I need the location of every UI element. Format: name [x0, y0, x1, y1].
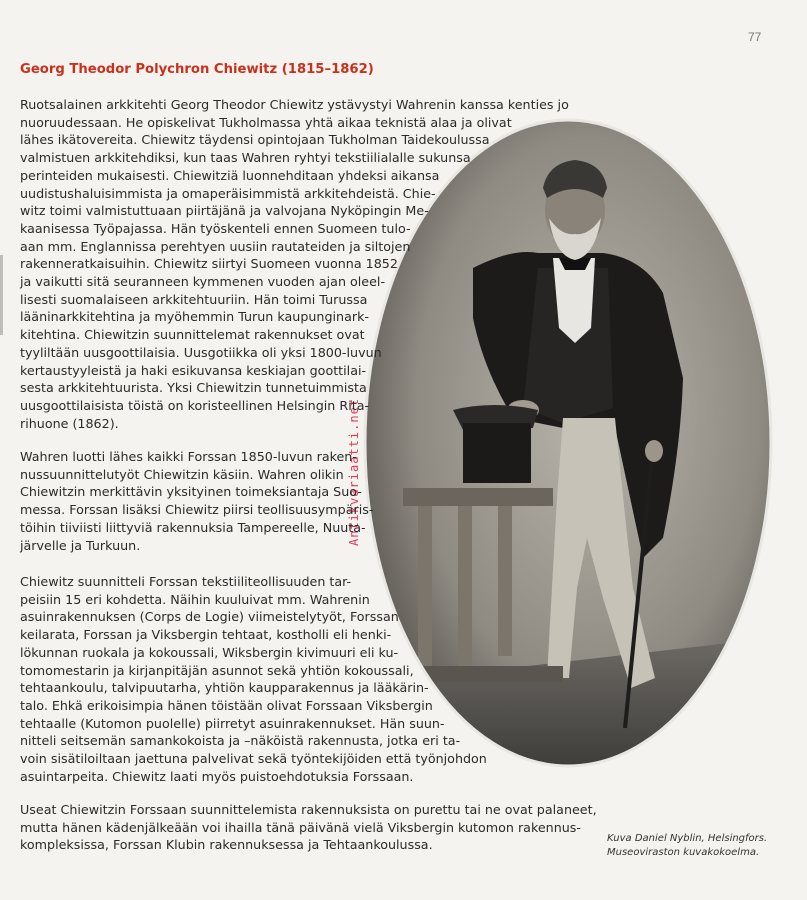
text-line: ja vaikutti sitä seuranneen kymmenen vuoden ajan oleel- [20, 274, 386, 290]
text-line: mutta hänen kädenjälkeään voi ihailla tänä päivänä vielä Viksbergin kutomon rakennus- [20, 819, 581, 835]
text-line: nussuunnittelutyöt Chiewitzin käsiin. Wahren olikin [20, 466, 344, 482]
text-line: Ruotsalainen arkkitehti Georg Theodor Chiewitz ystävystyi Wahrenin kanssa kenties jo [20, 97, 569, 112]
paragraph-4 [20, 801, 597, 854]
text-line: perinteiden mukaisesti. Chiewitziä luonnehditaan yhdeksi aikansa [20, 167, 440, 183]
text-line: kertaustyyleistä ja haki esikuvansa keskiajan goottilai- [20, 362, 367, 378]
text-line: aan mm. Englannissa perehtyen uusiin rautateiden ja siltojen [20, 238, 411, 254]
text-line: lisesti suomalaiseen arkkitehtuuriin. Hän toimi Turussa [20, 291, 368, 307]
text-line: Chiewitzin merkittävin yksityinen toimeksiantaja Suo- [20, 484, 362, 500]
text-line: uusgoottilaisista töistä on koristeellinen Helsingin Rita- [20, 397, 370, 413]
text-line: witz toimi valmistuttuaan piirtäjänä ja valvojana Nyköpingin Me- [20, 203, 429, 219]
section-heading: Georg Theodor Polychron Chiewitz (1815–1862) [20, 62, 374, 77]
text-line: lääninarkkitehtina ja myöhemmin Turun kaupunginark- [20, 309, 369, 325]
paragraph-3 [20, 573, 487, 785]
photo-caption [607, 832, 767, 860]
text-line: tyyliltään uusgoottilaisia. Uusgotiikka oli yksi 1800-luvun [20, 344, 382, 360]
caption-line: Kuva Daniel Nyblin, Helsingfors. [607, 833, 768, 844]
text-line: järvelle ja Turkuun. [20, 537, 141, 553]
text-line: messa. Forssan lisäksi Chiewitz piirsi teollisuusympäris- [20, 502, 374, 518]
text-line: kitehtina. Chiewitzin suunnittelemat rakennukset ovat [20, 327, 365, 343]
paragraph-2 [20, 448, 373, 554]
text-line: uudistushaluisimmista ja omaperäisimmistä arkkitehdeistä. Chie- [20, 185, 436, 201]
text-line: talo. Ehkä erikoisimpia hänen töistään olivat Forssaan Viksbergin [20, 697, 433, 713]
text-line: rihuone (1862). [20, 415, 119, 431]
page-edge-shadow [0, 255, 3, 335]
text-line: rakenneratkaisuihin. Chiewitz siirtyi Suomeen vuonna 1852 [20, 256, 398, 272]
text-line: tehtaankoulu, talvipuutarha, yhtiön kaupparakennus ja lääkärin- [20, 680, 429, 696]
text-line: Useat Chiewitzin Forssaan suunnittelemista rakennuksista on purettu tai ne ovat palaneet, [20, 802, 597, 817]
text-line: nitteli seitsemän samankokoista ja –näköistä rakennusta, jotka eri ta- [20, 733, 461, 749]
text-line: lähes ikätovereita. Chiewitz täydensi opintojaan Tukholman Taidekoulussa [20, 132, 490, 148]
caption-line: Museoviraston kuvakokoelma. [607, 847, 760, 858]
text-line: tomomestarin ja kirjanpitäjän asunnot sekä yhtiön kokoussali, [20, 662, 414, 678]
watermark-text: Antikvariaatti.net [347, 397, 361, 546]
text-line: asuinrakennuksen (Corps de Logie) viimeistelytyöt, Forssan [20, 609, 399, 625]
text-line: Chiewitz suunnitteli Forssan tekstiiliteollisuuden tar- [20, 574, 352, 589]
text-line: peisiin 15 eri kohdetta. Näihin kuuluivat mm. Wahrenin [20, 591, 370, 607]
text-line: valmistuen arkkitehdiksi, kun taas Wahren ryhtyi tekstiilialalle sukunsa [20, 150, 471, 166]
paragraph-1 [20, 96, 569, 432]
text-line: asuintarpeita. Chiewitz laati myös puistoehdotuksia Forssaan. [20, 768, 414, 784]
text-line: lökunnan ruokala ja kokoussali, Wiksbergin kivimuuri eli ku- [20, 644, 399, 660]
text-line: töihin tiiviisti liittyviä rakennuksia Tampereelle, Nuuta- [20, 519, 366, 535]
text-line: keilarata, Forssan ja Viksbergin tehtaat, kostholli eli henki- [20, 627, 392, 643]
text-line: nuoruudessaan. He opiskelivat Tukholmassa yhtä aikaa teknistä alaa ja olivat [20, 114, 512, 130]
text-line: tehtaalle (Kutomon puolelle) piirretyt asuinrakennukset. Hän suun- [20, 715, 445, 731]
text-line: kompleksissa, Forssan Klubin rakennuksessa ja Tehtaankoulussa. [20, 837, 433, 853]
text-line: voin sisätiloiltaan jaettuna palvelivat sekä työntekijöiden että työnjohdon [20, 751, 487, 767]
text-line: Wahren luotti lähes kaikki Forssan 1850-luvun raken- [20, 449, 357, 464]
page-number: 77 [748, 30, 762, 44]
text-line: kaanisessa Työpajassa. Hän työskenteli ennen Suomeen tulo- [20, 220, 411, 236]
text-line: sesta arkkitehtuurista. Yksi Chiewitzin tunnetuimmista [20, 380, 367, 396]
